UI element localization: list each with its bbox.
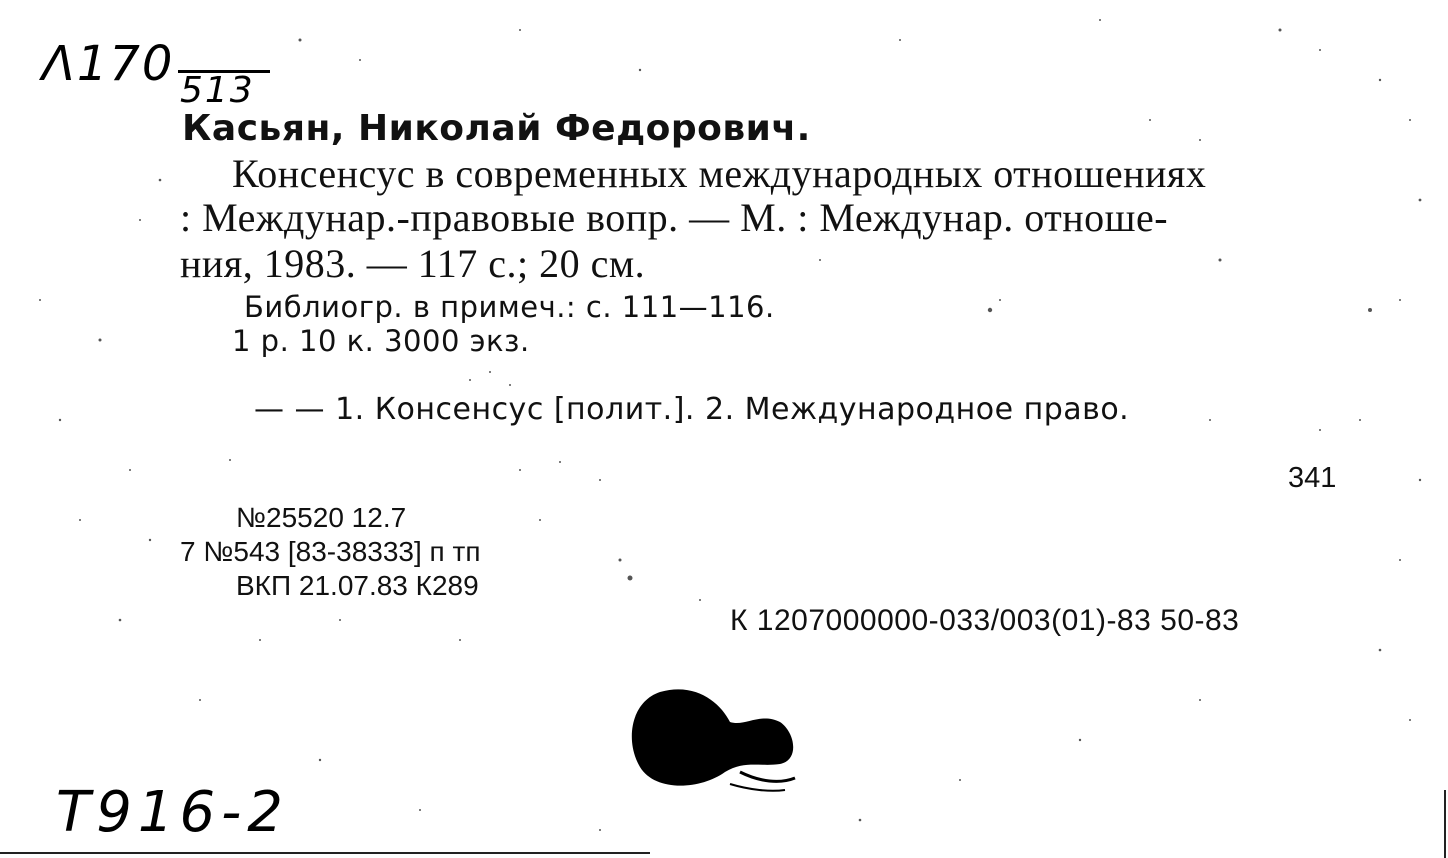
card-bottom-edge	[0, 852, 650, 854]
handwritten-shelfmark-sub: 513	[180, 70, 255, 111]
technical-line: №25520 12.7	[236, 502, 407, 533]
classification-number: 341	[1288, 462, 1337, 494]
technical-line: ВКП 21.07.83 К289	[236, 570, 479, 601]
author-heading: Касьян, Николай Федорович.	[182, 108, 811, 149]
bibliography-note: Библиогр. в примеч.: с. 111—116.	[244, 290, 775, 324]
title-line: : Междунар.-правовые вопр. — М. : Междунар. отноше-	[180, 195, 1169, 240]
publication-index: К 1207000000-033/003(01)-83 50-83	[730, 604, 1240, 637]
title-line: ния, 1983. — 117 с.; 20 см.	[180, 241, 646, 286]
title-line: Консенсус в современных международных отношениях	[232, 151, 1207, 196]
handwritten-inventory-number: Т916-2	[56, 780, 289, 845]
handwritten-shelfmark: Λ170	[42, 36, 175, 92]
price-copies-note: 1 р. 10 к. 3000 экз.	[232, 324, 530, 358]
card-right-edge	[1444, 790, 1446, 858]
technical-line: 7 №543 [83-38333] п тп	[180, 536, 481, 567]
subject-headings: — — 1. Консенсус [полит.]. 2. Международное право.	[254, 392, 1130, 427]
ink-blot	[620, 672, 820, 802]
